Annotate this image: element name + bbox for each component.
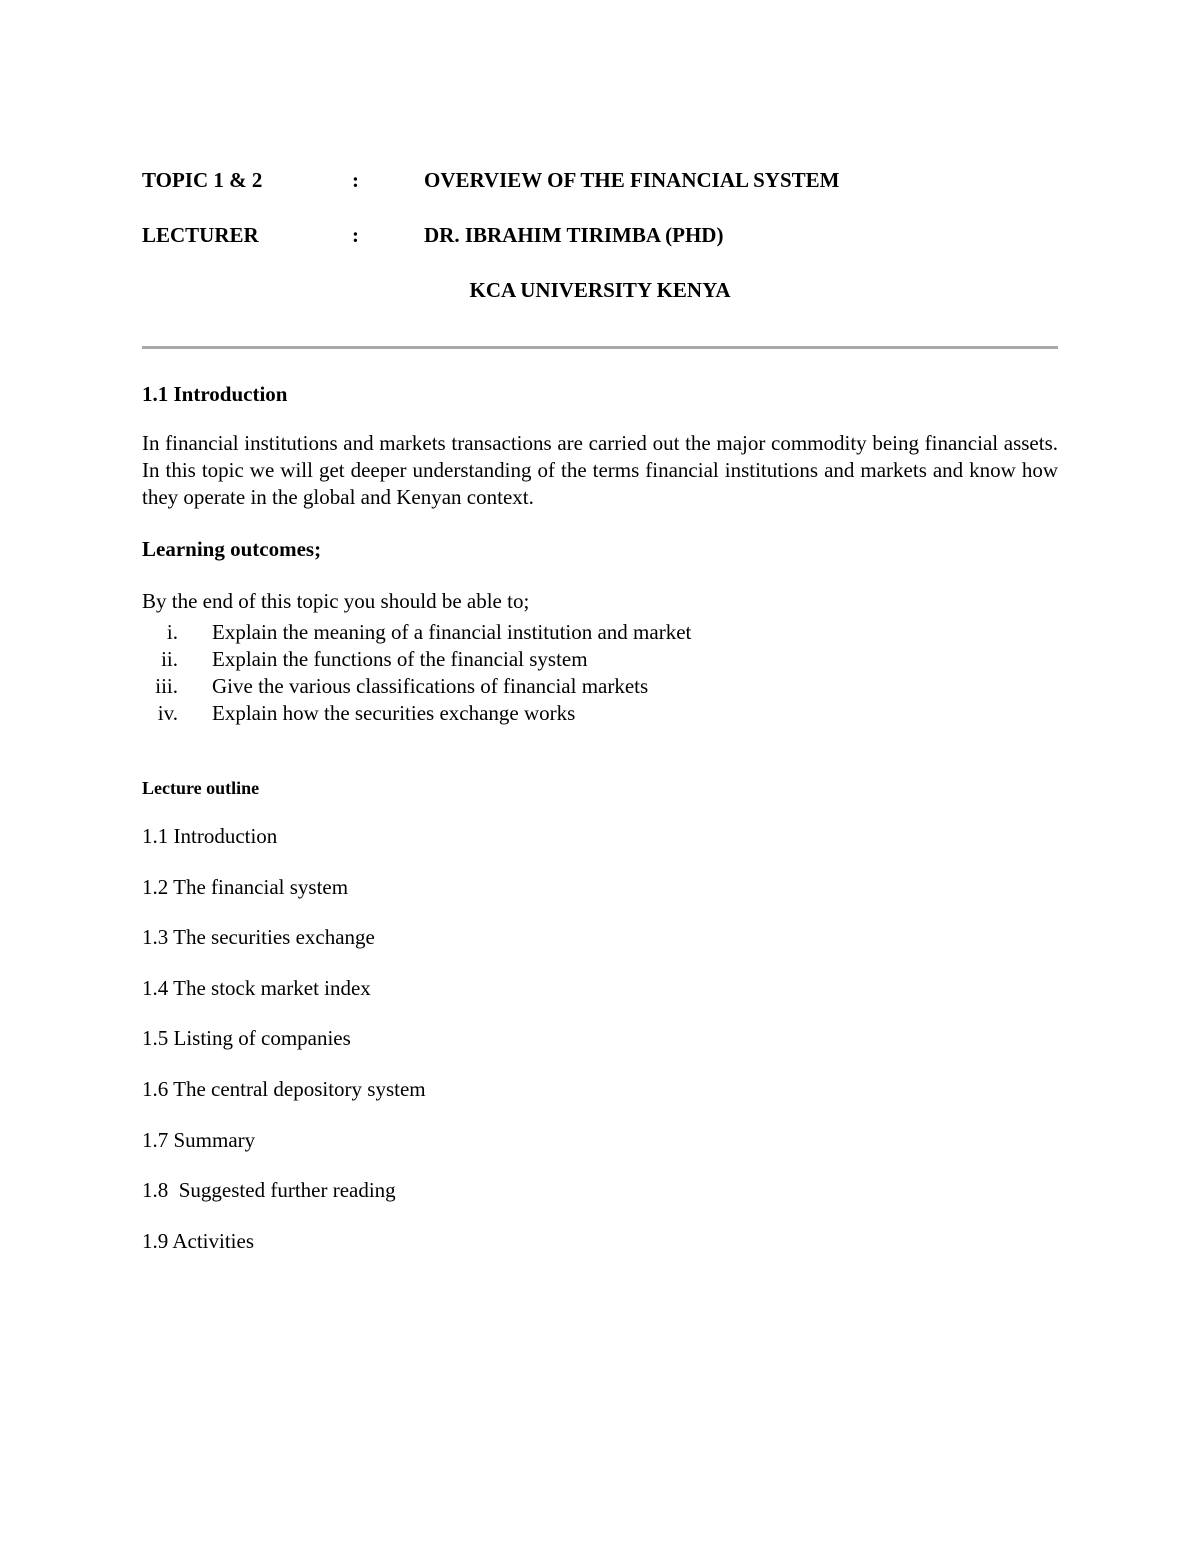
outcome-number: iv.: [157, 701, 178, 725]
outcome-text: Explain how the securities exchange works: [212, 701, 576, 725]
outcome-text: Explain the functions of the financial system: [212, 647, 588, 671]
outcome-text: Give the various classifications of financial markets: [212, 674, 649, 698]
introduction-paragraph: In financial institutions and markets transactions are carried out the major commodity being financial assets. In this topic we will get deeper understanding of the terms financial institutions and markets and know how they operate in the global and Kenyan context.: [142, 431, 1058, 509]
outline-item: 1.1 Introduction: [142, 824, 278, 848]
topic-separator: :: [352, 168, 359, 192]
outline-item: 1.8 Suggested further reading: [142, 1178, 396, 1203]
outline-item: 1.9 Activities: [142, 1228, 254, 1253]
outcome-text: Explain the meaning of a financial institution and market: [212, 620, 692, 644]
lecturer-separator: :: [352, 223, 359, 247]
outline-item: 1.2 The financial system: [142, 874, 349, 899]
topic-title: OVERVIEW OF THE FINANCIAL SYSTEM: [424, 168, 840, 192]
outcome-number: i.: [166, 620, 178, 644]
learning-outcomes-list: [142, 619, 1042, 727]
topic-label: TOPIC 1 & 2: [142, 168, 263, 192]
lecture-outline-list: [142, 822, 426, 1277]
learning-outcome-item: [142, 673, 1042, 700]
lecture-outline-heading: Lecture outline: [142, 778, 260, 798]
lecturer-name: DR. IBRAHIM TIRIMBA (PHD): [424, 223, 724, 247]
institution-name: KCA UNIVERSITY KENYA: [469, 278, 731, 302]
topic-row: [142, 165, 1042, 195]
outline-item: 1.3 The securities exchange: [142, 925, 375, 950]
outcome-number: ii.: [161, 647, 178, 671]
outline-item: 1.5 Listing of companies: [142, 1026, 351, 1051]
outcome-number: iii.: [155, 674, 178, 698]
learning-outcomes-lead: By the end of this topic you should be able to;: [142, 589, 530, 613]
learning-outcomes-heading: Learning outcomes;: [142, 537, 322, 561]
lecturer-label: LECTURER: [142, 223, 259, 247]
outline-item: 1.7 Summary: [142, 1127, 256, 1152]
learning-outcome-item: [142, 646, 1042, 673]
learning-outcome-item: [142, 619, 1042, 646]
lecturer-row: [142, 220, 1042, 250]
learning-outcome-item: [142, 700, 1042, 727]
outline-item: 1.6 The central depository system: [142, 1076, 426, 1101]
outline-item: 1.4 The stock market index: [142, 975, 371, 1000]
introduction-heading: 1.1 Introduction: [142, 382, 288, 406]
horizontal-divider: [142, 346, 1058, 349]
